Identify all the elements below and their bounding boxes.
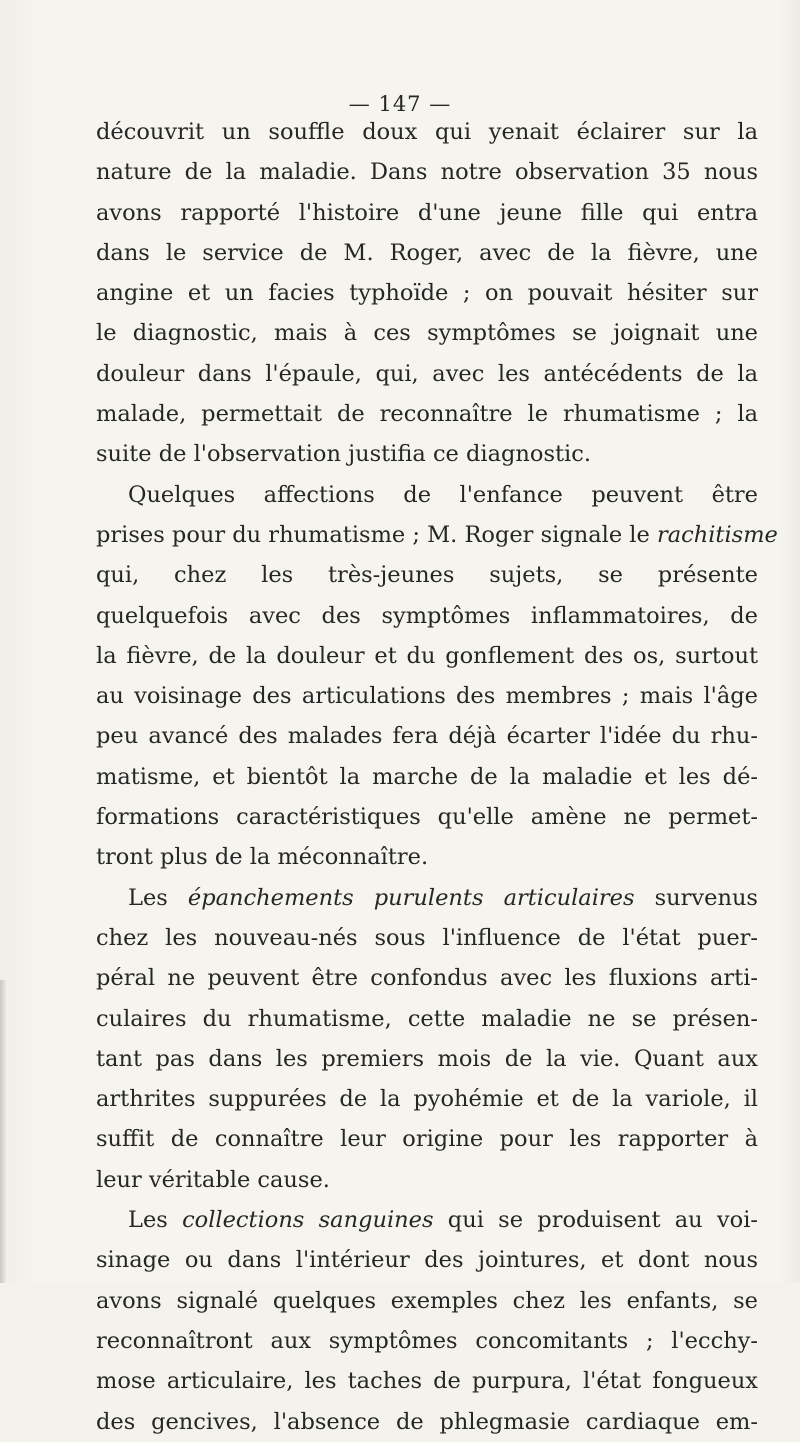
- text-line: reconnaîtront aux symptômes concomitants ; l'ecchy-: [96, 1327, 758, 1354]
- paragraph-start-line: [96, 1200, 758, 1240]
- text-line: tant pas dans les premiers mois de la vie. Quant aux: [96, 1045, 758, 1072]
- text-line: malade, permettait de reconnaître le rhumatisme ; la: [96, 401, 758, 428]
- paragraph-start-line: [96, 878, 758, 918]
- page-number: — 147 —: [348, 92, 452, 116]
- text-line: mose articulaire, les taches de purpura, l'état fongueux: [96, 1368, 758, 1395]
- text-segment: qui, chez les très-jeunes sujets, se présente: [96, 562, 758, 589]
- italic-term-rachitisme: rachitisme: [656, 521, 778, 548]
- text-line: découvrit un souffle doux qui yenait éclairer sur la: [96, 119, 758, 145]
- paragraph-start-line: Quelques affections de l'enfance peuvent être: [128, 481, 758, 508]
- text-line: le diagnostic, mais à ces symptômes se joignait une: [96, 320, 758, 347]
- text-line: avons rapporté l'histoire d'une jeune fille qui entra: [96, 199, 758, 226]
- text-segment: qui se produisent au voi-: [433, 1207, 758, 1234]
- text-line: arthrites suppurées de la pyohémie et de la variole, il: [96, 1086, 758, 1113]
- text-line: formations caractéristiques qu'elle amène ne permet-: [96, 804, 758, 831]
- text-line: leur véritable cause.: [96, 1166, 330, 1193]
- italic-term-epanchements: épanchements purulents articulaires: [187, 884, 635, 911]
- text-line: dans le service de M. Roger, avec de la fièvre, une: [96, 239, 758, 266]
- text-line: sinage ou dans l'intérieur des jointures, et dont nous: [96, 1247, 758, 1274]
- text-line: suite de l'observation justifia ce diagnostic.: [96, 441, 591, 468]
- text-line: suffit de connaître leur origine pour les rapporter à: [96, 1126, 758, 1153]
- italic-term-collections: collections sanguines: [182, 1207, 434, 1234]
- text-line: angine et un facies typhoïde ; on pouvait hésiter sur: [96, 280, 758, 307]
- text-segment: prises pour du rhumatisme ; M. Roger signale le: [96, 521, 657, 548]
- text-line: chez les nouveau-nés sous l'influence de l'état puer-: [96, 924, 758, 951]
- text-line: quelquefois avec des symptômes inflammatoires, de: [96, 602, 758, 629]
- text-line: douleur dans l'épaule, qui, avec les antécédents de la: [96, 360, 758, 387]
- text-line: tront plus de la méconnaître.: [96, 844, 429, 871]
- page-edge-shadow: [0, 980, 6, 1283]
- text-line: des gencives, l'absence de phlegmasie cardiaque em-: [96, 1408, 758, 1435]
- text-line: peu avancé des malades fera déjà écarter l'idée du rhu-: [96, 723, 758, 750]
- text-line: au voisinage des articulations des membres ; mais l'âge: [96, 683, 758, 710]
- text-line: culaires du rhumatisme, cette maladie ne se présen-: [96, 1005, 758, 1032]
- text-line: nature de la maladie. Dans notre observation 35 nous: [96, 159, 758, 186]
- text-segment: survenus: [634, 884, 758, 911]
- text-line: [96, 555, 758, 595]
- text-line: avons signalé quelques exemples chez les enfants, se: [96, 1287, 758, 1314]
- text-line: péral ne peuvent être confondus avec les fluxions arti-: [96, 965, 758, 992]
- text-segment: Les: [128, 884, 188, 911]
- text-segment: Les: [128, 1207, 183, 1234]
- text-line: la fièvre, de la douleur et du gonflement des os, surtout: [96, 642, 758, 669]
- text-line: [96, 515, 778, 555]
- text-line: matisme, et bientôt la marche de la maladie et les dé-: [96, 763, 758, 790]
- body-text: [96, 112, 778, 1442]
